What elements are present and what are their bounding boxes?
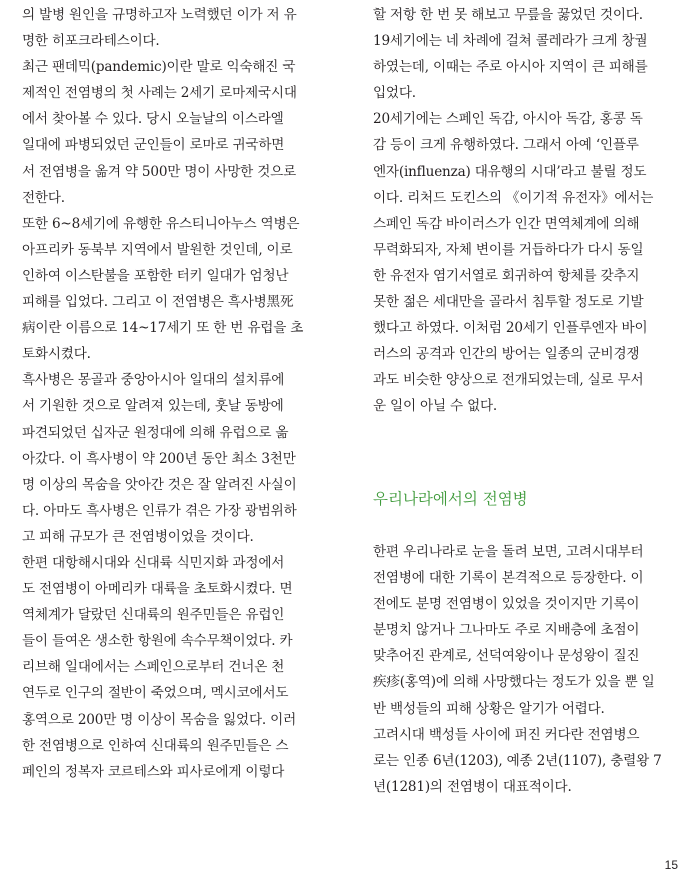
text-line: 년(1281)의 전염병이 대표적이다. — [373, 778, 572, 795]
text-line: 서 전염병을 옮겨 약 500만 명이 사망한 것으로 — [22, 163, 297, 180]
text-line: 한편 우리나라로 눈을 돌려 보면, 고려시대부터 — [373, 544, 644, 560]
left-column — [22, 2, 328, 785]
right-body-text-top — [373, 2, 679, 420]
text-line: 제적인 전염병의 첫 사례는 2세기 로마제국시대 — [22, 85, 297, 102]
text-line: 病이란 이름으로 14~17세기 또 한 번 유럽을 초 — [22, 320, 304, 337]
text-line: 전에도 분명 전염병이 있었을 것이지만 기록이 — [373, 596, 640, 613]
text-line: 최근 팬데믹(pandemic)이란 말로 익숙해진 국 — [22, 59, 296, 76]
text-line: 또한 6~8세기에 유행한 유스티니아누스 역병은 — [22, 215, 300, 232]
text-line: 흑사병은 몽골과 중앙아시아 일대의 설치류에 — [22, 372, 285, 389]
text-line: 반 백성들의 피해 상황은 알기가 어렵다. — [373, 700, 605, 717]
text-line: 에서 찾아볼 수 있다. 당시 오늘날의 이스라엘 — [22, 111, 284, 128]
text-line: 이다. 리처드 도킨스의 《이기적 유전자》에서는 — [373, 189, 654, 206]
text-line: 리브해 일대에서는 스페인으로부터 건너온 천 — [22, 659, 285, 676]
text-line: 홍역으로 200만 명 이상이 목숨을 잃었다. 이러 — [22, 711, 297, 728]
text-line: 疾疹(홍역)에 의해 사망했다는 정도가 있을 뿐 일 — [373, 674, 655, 691]
text-line: 전한다. — [22, 189, 65, 206]
text-line: 스페인 독감 바이러스가 인간 면역체계에 의해 — [373, 215, 640, 232]
text-line: 피해를 입었다. 그리고 이 전염병은 흑사병黑死 — [22, 294, 294, 311]
left-body-text — [22, 2, 328, 785]
text-line: 한편 대항해시대와 신대륙 식민지화 과정에서 — [22, 554, 285, 571]
text-line: 명한 히포크라테스이다. — [22, 33, 160, 50]
text-line: 입었다. — [373, 85, 416, 102]
text-line: 과도 비슷한 양상으로 전개되었는데, 실로 무서 — [373, 372, 644, 389]
section-heading: 우리나라에서의 전염병 — [373, 490, 528, 508]
text-line: 다. 아마도 흑사병은 인류가 겪은 가장 광범위하 — [22, 502, 297, 519]
text-line: 고 피해 규모가 큰 전염병이었을 것이다. — [22, 528, 254, 545]
text-line: 연두로 인구의 절반이 죽었으며, 멕시코에서도 — [22, 685, 289, 702]
text-line: 명 이상의 목숨을 앗아간 것은 잘 알려진 사실이 — [22, 476, 297, 493]
text-line: 19세기에는 네 차례에 걸쳐 콜레라가 크게 창궐 — [373, 33, 648, 50]
text-line: 역체계가 달랐던 신대륙의 원주민들은 유럽인 — [22, 607, 285, 624]
right-body-text-bottom — [373, 539, 679, 800]
text-line: 전염병에 대한 기록이 본격적으로 등장한다. 이 — [373, 570, 644, 587]
text-line: 엔자(influenza) 대유행의 시대’라고 불릴 정도 — [373, 163, 647, 180]
text-line: 토화시켰다. — [22, 346, 91, 363]
text-line: 못한 젊은 세대만을 골라서 침투할 정도로 기발 — [373, 294, 644, 311]
text-line: 한 유전자 염기서열로 회귀하여 항체를 갖추지 — [373, 267, 640, 284]
text-line: 하였는데, 이때는 주로 아시아 지역이 큰 피해를 — [373, 59, 648, 76]
text-line: 한 전염병으로 인하여 신대륙의 원주민들은 스 — [22, 737, 289, 754]
text-line: 분명치 않거나 그나마도 주로 지배층에 초점이 — [373, 622, 640, 639]
text-line: 20세기에는 스페인 독감, 아시아 독감, 홍콩 독 — [373, 111, 643, 128]
text-line: 도 전염병이 아메리카 대륙을 초토화시켰다. 면 — [22, 581, 293, 598]
text-line: 로는 인종 6년(1203), 예종 2년(1107), 충렬왕 7 — [373, 752, 662, 769]
text-line: 할 저항 한 번 못 해보고 무릎을 꿇었던 것이다. — [373, 7, 643, 23]
text-line: 했다고 하였다. 이처럼 20세기 인플루엔자 바이 — [373, 320, 648, 337]
text-line: 들이 들여온 생소한 항원에 속수무책이었다. 카 — [22, 633, 293, 650]
text-line: 맞추어진 관계로, 선덕여왕이나 문성왕이 질진 — [373, 648, 640, 665]
text-line: 아갔다. 이 흑사병이 약 200년 동안 최소 3천만 — [22, 450, 296, 467]
right-column-bottom — [373, 539, 679, 800]
text-line: 의 발병 원인을 규명하고자 노력했던 이가 저 유 — [22, 7, 297, 23]
text-line: 인하여 이스탄불을 포함한 터키 일대가 엄청난 — [22, 267, 289, 284]
page-number: 15 — [664, 858, 678, 872]
text-line: 러스의 공격과 인간의 방어는 일종의 군비경쟁 — [373, 346, 640, 363]
text-line: 페인의 정복자 코르테스와 피사로에게 이렇다 — [22, 763, 285, 780]
right-column-top — [373, 2, 679, 420]
text-line: 감 등이 크게 유행하였다. 그래서 아예 ‘인플루 — [373, 137, 639, 154]
text-line: 무력화되자, 자체 변이를 거듭하다가 다시 동일 — [373, 241, 644, 258]
text-line: 운 일이 아닐 수 없다. — [373, 398, 498, 415]
text-line: 서 기원한 것으로 알려져 있는데, 훗날 동방에 — [22, 398, 284, 415]
text-line: 고려시대 백성들 사이에 퍼진 커다란 전염병으 — [373, 726, 640, 743]
text-line: 아프리카 동북부 지역에서 발원한 것인데, 이로 — [22, 241, 293, 258]
text-line: 일대에 파병되었던 군인들이 로마로 귀국하면 — [22, 137, 285, 154]
text-line: 파견되었던 십자군 원정대에 의해 유럽으로 옮 — [22, 424, 289, 441]
